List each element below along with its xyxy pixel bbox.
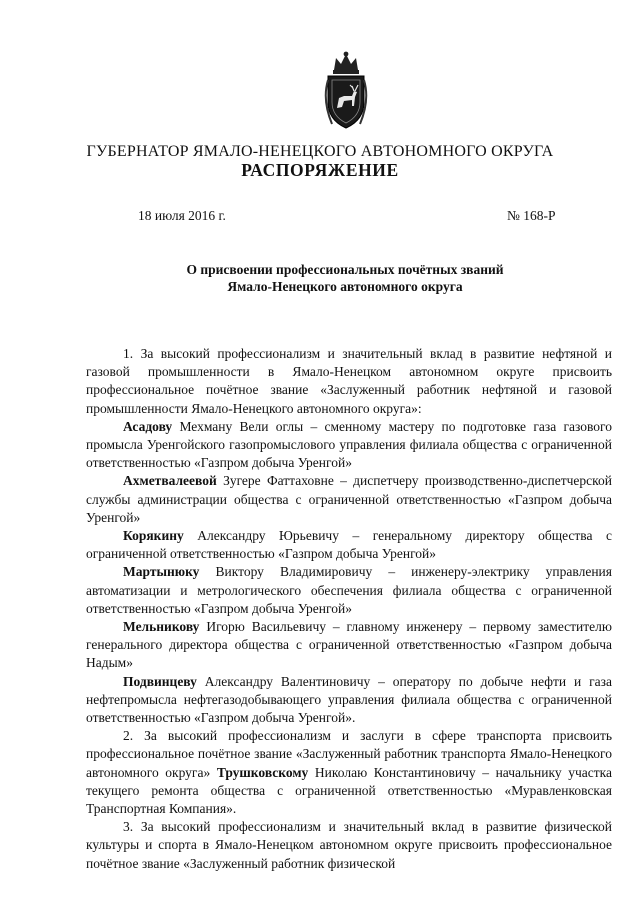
document-type: РАСПОРЯЖЕНИЕ (241, 160, 399, 180)
awardee-details: Александру Валентиновичу – оператору по добыче нефти и газа нефтепромысла нефтегазодобывающего управления филиала общества с ограниченной ответственностью «Газпром добыча Уренгой». (86, 673, 612, 726)
awardee-details: Зугере Фаттаховне – диспетчеру производственно-диспетчерской службы администрации общества с ограниченной ответственностью «Газпром добыча Уренгой» (86, 473, 612, 525)
paragraph-7 (86, 673, 612, 728)
org-title: ГУБЕРНАТОР ЯМАЛО-НЕНЕЦКОГО АВТОНОМНОГО ОКРУГА (86, 143, 554, 160)
awardee-name: Мельникову (123, 619, 200, 635)
awardee-details: Игорю Васильевичу – главному инженеру – первому заместителю генерального директора общества с ограниченной ответственностью «Газпром добыча Надым» (86, 619, 612, 671)
subject-line-2: Ямало-Ненецкого автономного округа (227, 279, 463, 294)
paragraph-9: 3. За высокий профессионализм и значительный вклад в развитие физической культуры и спорта в Ямало-Ненецком автономном округе присвоить профессиональное почётное звание «Заслуженный работник физической (86, 819, 612, 871)
paragraph-text: 2. За высокий профессионализм и заслуги в сфере транспорта присвоить профессиональное почётное звание «Заслуженный работник транспорта Ямало-Ненецкого автономного округа» (86, 728, 612, 780)
awardee-name: Ахметвалеевой (123, 473, 217, 489)
document-subject (0, 261, 640, 295)
document-date: 18 июля 2016 г. (138, 208, 226, 223)
document-body (86, 345, 612, 873)
paragraph-8 (86, 727, 612, 818)
awardee-name: Трушковскому (216, 764, 309, 780)
paragraph-1: 1. За высокий профессионализм и значительный вклад в развитие нефтяной и газовой промышленности в Ямало-Ненецком автономном округе присвоить профессиональное почётное звание «Заслуженный работник нефтяной и газовой промышленности Ямало-Ненецкого автономного округа»: (86, 346, 612, 416)
paragraph-3 (86, 472, 612, 527)
awardee-name: Асадову (123, 418, 173, 434)
awardee-name: Мартынюку (123, 564, 200, 580)
awardee-name: Подвинцеву (123, 673, 197, 689)
subject-line-1: О присвоении профессиональных почётных званий (186, 262, 504, 277)
paragraph-6 (86, 618, 612, 673)
coat-of-arms-icon (322, 50, 370, 132)
awardee-details: Николаю Константиновичу – начальнику участка текущего ремонта общества с ограниченной ответственностью «Муравленковская Транспортная Компания». (86, 764, 612, 817)
paragraph-5 (86, 563, 612, 618)
document-number: № 168-Р (507, 208, 556, 223)
awardee-name: Корякину (123, 528, 184, 544)
paragraph-2 (86, 418, 612, 473)
awardee-details: Александру Юрьевичу – генеральному директору общества с ограниченной ответственностью «Газпром добыча Уренгой» (86, 528, 612, 562)
awardee-details: Мехману Вели оглы – сменному мастеру по подготовке газа газового промысла Уренгойского газопромыслового управления филиала общества с ограниченной ответственностью «Газпром добыча Уренгой» (86, 418, 612, 471)
awardee-details: Виктору Владимировичу – инженеру-электрику управления автоматизации и метрологического обеспечения филиала общества с ограниченной ответственностью «Газпром добыча Уренгой» (86, 564, 612, 616)
paragraph-4 (86, 527, 612, 563)
